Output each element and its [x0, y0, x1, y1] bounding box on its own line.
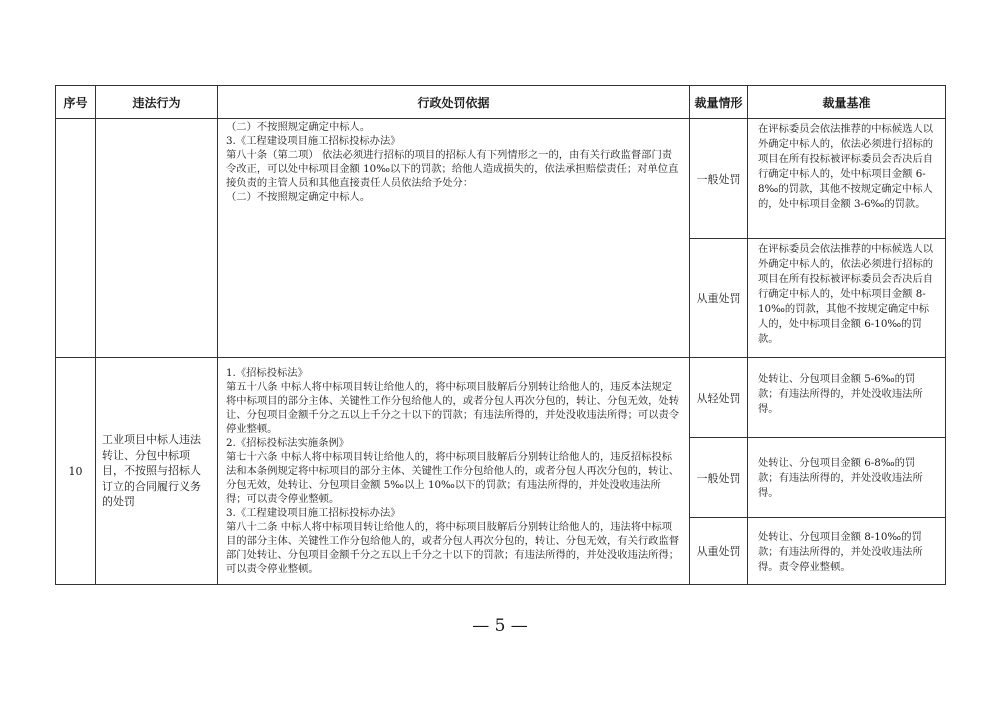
header-basis: 行政处罚依据	[218, 86, 690, 119]
basis-line: 2.《招标投标法实施条例》	[226, 437, 350, 449]
standard-cell: 处转让、分包项目金额 8-10‰的罚款；有违法所得的，并处没收违法所得。责令停业整顿。	[748, 518, 946, 585]
standard-cell: 处转让、分包项目金额 6-8‰的罚款；有违法所得的，并处没收违法所得。	[748, 438, 946, 518]
level-cell: 一般处罚	[690, 119, 748, 239]
basis-line: 3.《工程建设项目施工招标投标办法》	[226, 135, 401, 147]
header-num: 序号	[56, 86, 96, 119]
level-cell: 从重处罚	[690, 518, 748, 585]
basis-line: （二）不按照规定确定中标人。	[226, 121, 371, 133]
basis-line: 第八十条（第二项） 依法必须进行招标的项目的招标人有下列情形之一的，由有关行政监督部门责令改正，可以处中标项目金额 10‰以下的罚款；给他人造成损失的，依法承担赔偿责任；对单位直接负责的主管人员和其他直接责任人员依法给予处分：	[226, 149, 679, 189]
page-number: — 5 —	[472, 616, 528, 636]
row-num-cell	[56, 119, 96, 358]
standard-cell: 在评标委员会依法推荐的中标候选人以外确定中标人的，依法必须进行招标的项目在所有投标被评标委员会否决后自行确定中标人的，处中标项目金额 8-10‰的罚款，其他不按规定确定中标人的，处中标项目金额 6-10‰的罚款。	[748, 239, 946, 358]
table-row	[56, 358, 946, 438]
level-cell: 从重处罚	[690, 239, 748, 358]
basis-line: 1.《招标投标法》	[226, 367, 308, 379]
basis-line: 第七十六条 中标人将中标项目转让给他人的，将中标项目肢解后分别转让给他人的，违反招标投标法和本条例规定将中标项目的部分主体、关键性工作分包给他人的，或者分包人再次分包的，转让、分包无效，处转让、分包项目金额 5‰以上 10‰以下的罚款；有违法所得的，并处没收违法所得；可以责令停业整顿。	[226, 451, 680, 505]
basis-line: 3.《工程建设项目施工招标投标办法》	[226, 507, 401, 519]
penalty-table	[55, 85, 946, 585]
standard-cell: 在评标委员会依法推荐的中标候选人以外确定中标人的，依法必须进行招标的项目在所有投标被评标委员会否决后自行确定中标人的，处中标项目金额 6-8‰的罚款，其他不按规定确定中标人的，处中标项目金额 3-6‰的罚款。	[748, 119, 946, 239]
standard-cell: 处转让、分包项目金额 5-6‰的罚款；有违法所得的，并处没收违法所得。	[748, 358, 946, 438]
basis-line: 第八十二条 中标人将中标项目转让给他人的，将中标项目肢解后分别转让给他人的，违法将中标项目的部分主体、关键性工作分包给他人的，或者分包人再次分包的，转让、分包无效，有关行政监督部门处转让、分包项目金额千分之五以上千分之十以下的罚款；有违法所得的，并处没收违法所得；可以责令停业整顿。	[226, 521, 680, 575]
row-num-cell: 10	[56, 358, 96, 585]
basis-line: （二）不按照规定确定中标人。	[226, 191, 371, 203]
table-header-row	[56, 86, 946, 119]
basis-line: 第五十八条 中标人将中标项目转让给他人的，将中标项目肢解后分别转让给他人的，违反本法规定将中标项目的部分主体、关键性工作分包给他人的，或者分包人再次分包的，转让、分包无效，处转让、分包项目金额千分之五以上千分之十以下的罚款；有违法所得的，并处没收违法所得；可以责令停业整顿。	[226, 381, 680, 435]
header-act: 违法行为	[96, 86, 218, 119]
header-standard: 裁量基准	[748, 86, 946, 119]
row-basis-cell	[218, 119, 690, 358]
row-act-cell: 工业项目中标人违法转让、分包中标项目，不按照与招标人订立的合同履行义务的处罚	[96, 358, 218, 585]
table-row	[56, 119, 946, 239]
level-cell: 从轻处罚	[690, 358, 748, 438]
header-level: 裁量情形	[690, 86, 748, 119]
row-act-cell	[96, 119, 218, 358]
level-cell: 一般处罚	[690, 438, 748, 518]
row-basis-cell	[218, 358, 690, 585]
